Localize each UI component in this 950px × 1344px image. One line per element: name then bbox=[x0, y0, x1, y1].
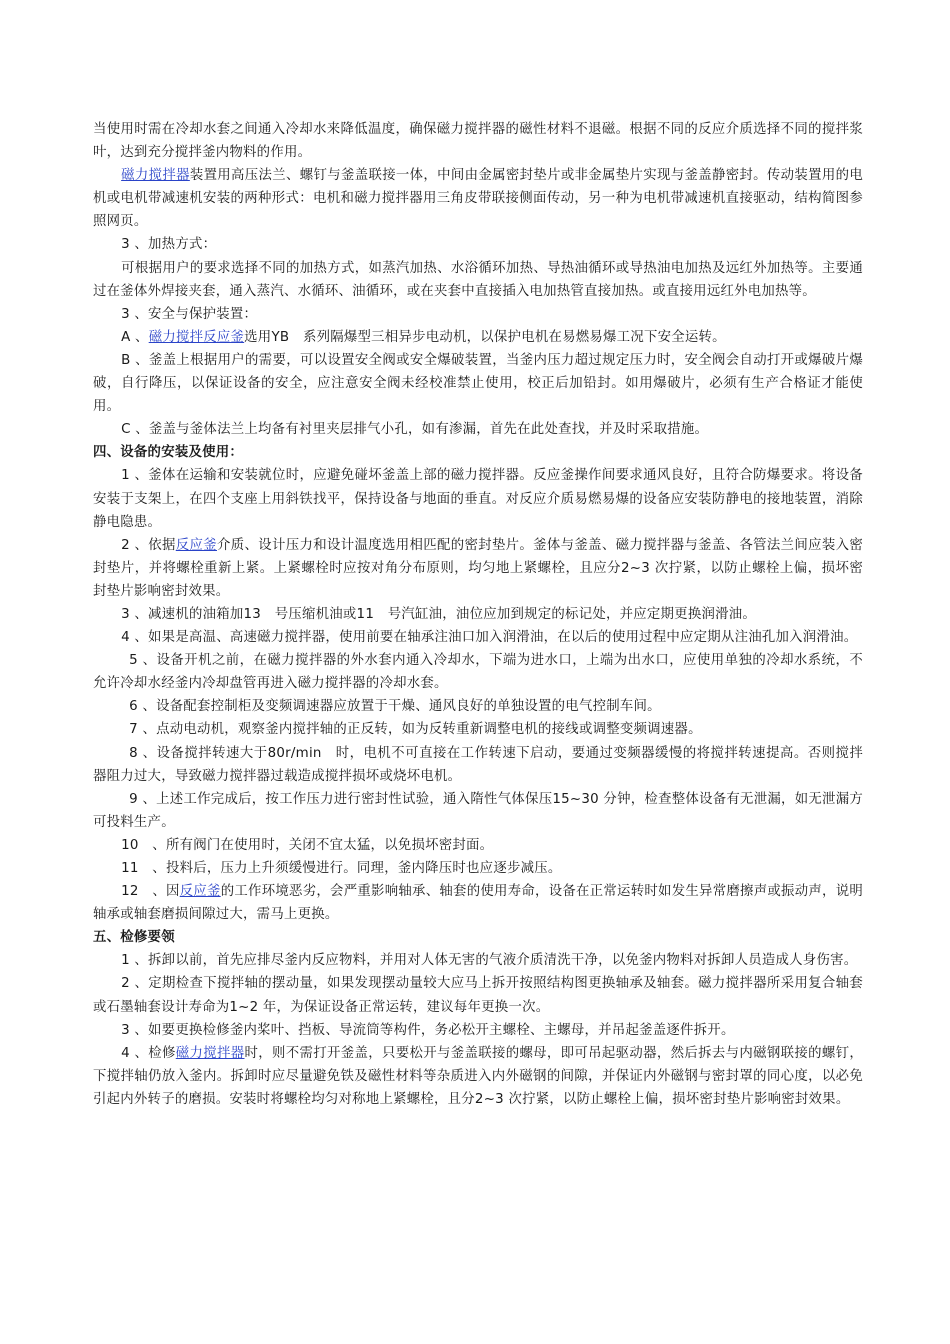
link-reactor[interactable]: 反应釜 bbox=[175, 537, 217, 553]
item-text: 时，则不需打开釜盖，只要松开与釜盖联接的螺母，即可吊起驱动器，然后拆去与内磁钢联接的螺钉，下搅拌轴仍放入釜内。拆卸时应尽量避免铁及磁性材料等杂质进入内外磁钢的间隙，并保证内外磁钢与密封罩的同心度，以必免引起内外转子的磨损。安装时将螺栓均匀对称地上紧螺栓，且分2~3 次拧紧，以防止螺栓上偏，损坏密封垫片影响密封效果。 bbox=[93, 1045, 864, 1107]
install-item-10: 10 、所有阀门在使用时，关闭不宜太猛，以免损坏密封面。 bbox=[121, 837, 494, 853]
item-a bbox=[93, 326, 863, 349]
install-item-2 bbox=[93, 534, 863, 603]
item-text: 选用YB 系列隔爆型三相异步电动机，以保护电机在易燃易爆工况下安全运转。 bbox=[244, 329, 726, 345]
maintenance-item-1: 1 、拆卸以前，首先应排尽釜内反应物料，并用对人体无害的气液介质清洗干净，以免釜内物料对拆卸人员造成人身伤害。 bbox=[121, 953, 858, 969]
install-item-3: 3 、减速机的油箱加13 号压缩机油或11 号汽缸油，油位应加到规定的标记处，并应定期更换润滑油。 bbox=[121, 606, 757, 622]
maintenance-item-3: 3 、如要更换检修釜内桨叶、挡板、导流筒等构件，务必松开主螺栓、主螺母，并吊起釜盖逐件拆开。 bbox=[121, 1022, 735, 1038]
maintenance-item-2: 2 、定期检查下搅拌轴的摆动量，如果发现摆动量较大应马上拆开按照结构图更换轴承及轴套。磁力搅拌器所采用复合轴套或石墨轴套设计寿命为1~2 年，为保证设备正常运转，建议每年更换一次。 bbox=[93, 976, 863, 1015]
document-body bbox=[93, 118, 863, 1111]
heading-safety-devices: 3 、安全与保护装置： bbox=[121, 306, 258, 322]
link-magnetic-stirrer[interactable]: 磁力搅拌器 bbox=[175, 1045, 245, 1061]
paragraph-magnetic-stirrer bbox=[93, 164, 863, 233]
maintenance-item-4 bbox=[93, 1042, 863, 1111]
item-b: B 、釜盖上根据用户的需要，可以设置安全阀或安全爆破装置，当釜内压力超过规定压力时，安全阀会自动打开或爆破片爆破，自行降压，以保证设备的安全，应注意安全阀未经校准禁止使用，校正后加铅封。如用爆破片，必须有生产合格证才能使用。 bbox=[93, 352, 863, 415]
install-item-6: 6 、设备配套控制柜及变频调速器应放置于干燥、通风良好的单独设置的电气控制车间。 bbox=[129, 699, 661, 715]
paragraph-text: 装置用高压法兰、螺钉与釜盖联接一体，中间由金属密封垫片或非金属垫片实现与釜盖静密封。传动装置用的电机或电机带减速机安装的两种形式：电机和磁力搅拌器用三角皮带联接侧面传动，另一种为电机带减速机直接驱动，结构简图参照网页。 bbox=[93, 168, 863, 230]
heading-heating-method: 3 、加热方式： bbox=[121, 237, 217, 253]
item-text: 的工作环境恶劣，会严重影响轴承、轴套的使用寿命，设备在正常运转时如发生异常磨擦声或振动声，说明轴承或轴套磨损间隙过大，需马上更换。 bbox=[93, 884, 864, 923]
item-c: C 、釜盖与釜体法兰上均备有衬里夹层排气小孔，如有渗漏，首先在此处查找，并及时采取措施。 bbox=[121, 422, 709, 438]
install-item-5: 5 、设备开机之前，在磁力搅拌器的外水套内通入冷却水，下端为进水口，上端为出水口，应使用单独的冷却水系统，不允许冷却水经釜内冷却盘管再进入磁力搅拌器的冷却水套。 bbox=[93, 653, 863, 692]
paragraph-heating-method: 可根据用户的要求选择不同的加热方式，如蒸汽加热、水浴循环加热、导热油循环或导热油电加热及远红外加热等。主要通过在釜体外焊接夹套，通入蒸汽、水循环、油循环，或在夹套中直接插入电加热管直接加热。或直接用远红外电加热等。 bbox=[93, 260, 863, 299]
section-installation-title: 四、设备的安装及使用： bbox=[93, 445, 244, 461]
item-prefix: 12 、因 bbox=[121, 884, 180, 900]
install-item-4: 4 、如果是高温、高速磁力搅拌器，使用前要在轴承注油口加入润滑油，在以后的使用过程中应定期从注油孔加入润滑油。 bbox=[121, 630, 858, 646]
link-magnetic-reactor[interactable]: 磁力搅拌反应釜 bbox=[148, 329, 245, 345]
section-maintenance-title: 五、检修要领 bbox=[93, 930, 175, 946]
item-text: 介质、设计压力和设计温度选用相匹配的密封垫片。釜体与釜盖、磁力搅拌器与釜盖、各管法兰间应装入密封垫片，并将螺栓重新上紧。上紧螺栓时应按对角分布原则，均匀地上紧螺栓，且应分2~3 次拧紧，以防止螺栓上偏，损坏密封垫片影响密封效果。 bbox=[93, 537, 864, 599]
install-item-1: 1 、釜体在运输和安装就位时，应避免碰坏釜盖上部的磁力搅拌器。反应釜操作间要求通风良好，且符合防爆要求。将设备安装于支架上，在四个支座上用斜铁找平，保持设备与地面的垂直。对反应介质易燃易爆的设备应安装防静电的接地装置，消除静电隐患。 bbox=[93, 468, 863, 530]
item-prefix: 2 、依据 bbox=[121, 537, 176, 553]
item-prefix: 4 、检修 bbox=[121, 1045, 176, 1061]
item-prefix: A 、 bbox=[121, 329, 149, 345]
install-item-11: 11 、投料后，压力上升须缓慢进行。同理，釜内降压时也应逐步减压。 bbox=[121, 861, 562, 876]
link-magnetic-stirrer[interactable]: 磁力搅拌器 bbox=[121, 168, 190, 184]
install-item-12 bbox=[93, 880, 863, 926]
install-item-9: 9 、上述工作完成后，按工作压力进行密封性试验，通入隋性气体保压15~30 分钟，检查整体设备有无泄漏，如无泄漏方可投料生产。 bbox=[93, 791, 863, 830]
paragraph-cooling: 当使用时需在冷却水套之间通入冷却水来降低温度，确保磁力搅拌器的磁性材料不退磁。根据不同的反应介质选择不同的搅拌浆叶，达到充分搅拌釜内物料的作用。 bbox=[93, 122, 863, 161]
install-item-7: 7 、点动电动机，观察釜内搅拌轴的正反转，如为反转重新调整电机的接线或调整变频调速器。 bbox=[129, 722, 702, 738]
install-item-8: 8 、设备搅拌转速大于80r/min 时，电机不可直接在工作转速下启动，要通过变频器缓慢的将搅拌转速提高。否则搅拌器阻力过大，导致磁力搅拌器过载造成搅拌损坏或烧坏电机。 bbox=[93, 745, 863, 784]
link-reactor[interactable]: 反应釜 bbox=[179, 884, 221, 900]
